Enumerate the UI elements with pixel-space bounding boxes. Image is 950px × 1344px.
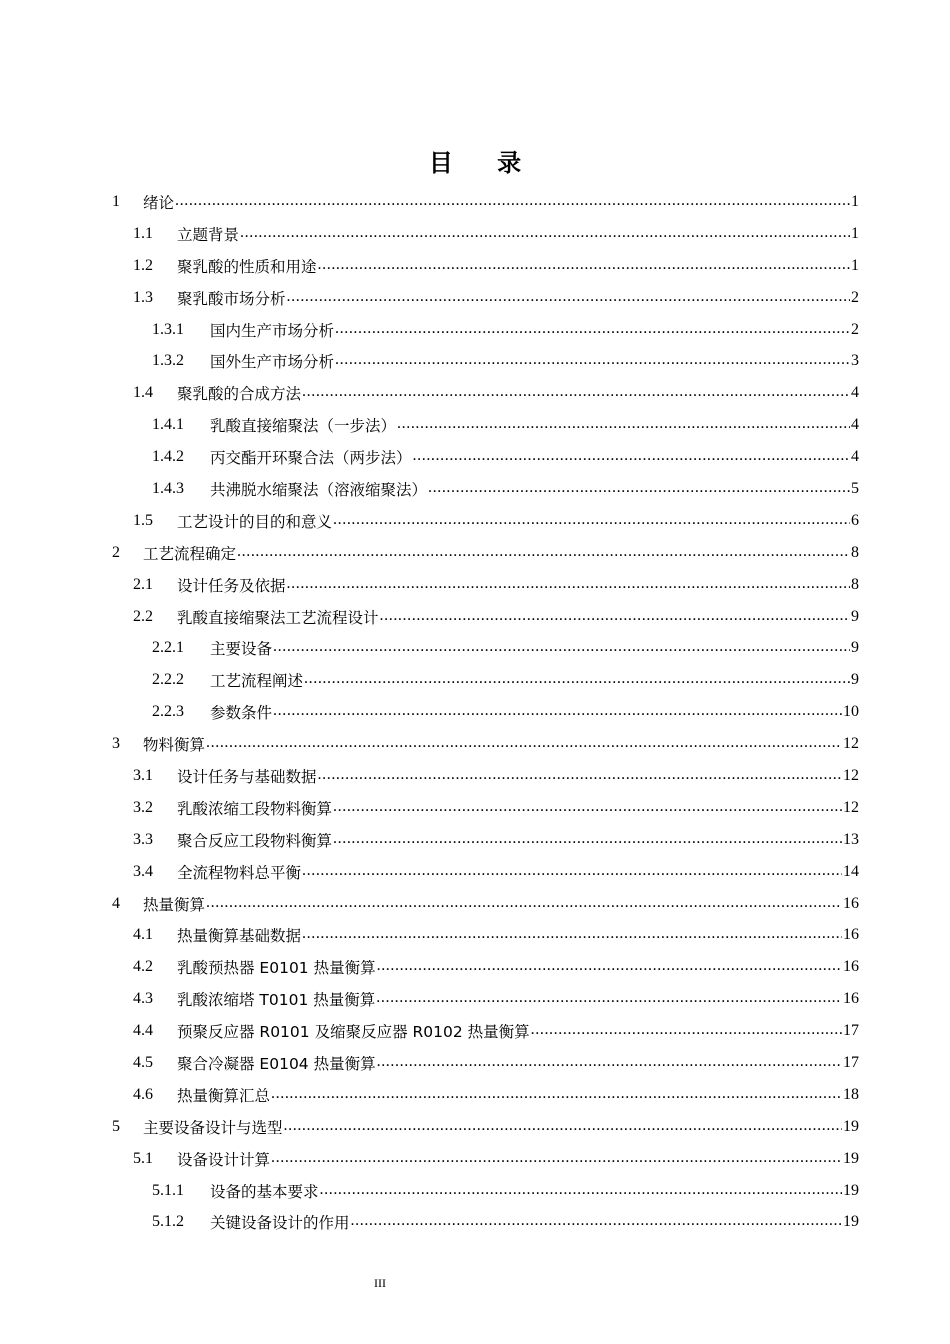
toc-entry-title: 聚乳酸的合成方法 [177, 385, 302, 404]
toc-entry[interactable] [112, 760, 859, 792]
toc-entry[interactable] [112, 218, 859, 250]
toc-entry-title: 乳酸预热器 E0101 热量衡算 [177, 959, 376, 978]
toc-dot-leader [531, 1021, 842, 1041]
toc-entry[interactable] [112, 951, 859, 983]
toc-dot-leader [335, 320, 850, 340]
toc-entry[interactable] [112, 186, 859, 218]
toc-entry-number: 1.3.2 [152, 352, 184, 370]
toc-entry-number: 2.2.3 [152, 703, 184, 721]
toc-entry-title: 工艺设计的目的和意义 [177, 512, 333, 531]
toc-entry-number: 1.4 [133, 384, 153, 402]
toc-entry-title: 聚合反应工段物料衡算 [177, 831, 333, 850]
toc-entry-page: 19 [843, 1213, 859, 1231]
toc-entry[interactable] [112, 1207, 859, 1239]
toc-entry-number: 5.1 [133, 1149, 153, 1167]
toc-entry-number: 1.4.3 [152, 479, 184, 497]
toc-entry[interactable] [112, 377, 859, 409]
toc-entry-number: 1.1 [133, 224, 153, 242]
toc-entry-number: 3 [112, 735, 120, 753]
toc-entry[interactable] [112, 728, 859, 760]
toc-dot-leader [320, 1181, 842, 1201]
toc-entry-page: 5 [851, 479, 859, 497]
toc-entry-number: 1.4.1 [152, 416, 184, 434]
toc-entry-title: 丙交酯开环聚合法（两步法） [210, 449, 412, 468]
toc-entry-page: 1 [851, 256, 859, 274]
toc-entry-title: 乳酸浓缩工段物料衡算 [177, 799, 333, 818]
toc-entry[interactable] [112, 856, 859, 888]
toc-entry-title: 设计任务与基础数据 [177, 767, 317, 786]
toc-entry-title: 聚合冷凝器 E0104 热量衡算 [177, 1054, 376, 1073]
toc-entry-page: 16 [843, 990, 859, 1008]
toc-entry-number: 3.2 [133, 798, 153, 816]
toc-entry-page: 4 [851, 416, 859, 434]
toc-dot-leader [376, 989, 842, 1009]
toc-entry-number: 4 [112, 894, 120, 912]
toc-entry[interactable] [112, 1015, 859, 1047]
toc-entry-title: 工艺流程阐述 [210, 672, 304, 691]
page-title: 目 录 [428, 149, 540, 177]
toc-dot-leader [302, 383, 850, 403]
toc-entry-number: 1.3 [133, 288, 153, 306]
toc-entry-number: 3.3 [133, 830, 153, 848]
toc-entry-title: 关键设备设计的作用 [210, 1214, 350, 1233]
toc-entry-page: 9 [851, 607, 859, 625]
toc-dot-leader [318, 766, 842, 786]
toc-entry-number: 2.2.2 [152, 671, 184, 689]
toc-entry[interactable] [112, 983, 859, 1015]
toc-entry[interactable] [112, 888, 859, 920]
toc-dot-leader [284, 1117, 842, 1137]
toc-entry-page: 9 [851, 671, 859, 689]
toc-dot-leader [302, 862, 842, 882]
toc-entry-page: 19 [843, 1181, 859, 1199]
toc-dot-leader [333, 511, 850, 531]
toc-entry-page: 1 [851, 224, 859, 242]
toc-entry-number: 4.2 [133, 958, 153, 976]
toc-dot-leader [335, 351, 850, 371]
toc-entry-number: 5.1.1 [152, 1181, 184, 1199]
toc-entry-number: 2 [112, 543, 120, 561]
toc-entry-page: 16 [843, 894, 859, 912]
toc-entry-title: 热量衡算基础数据 [177, 927, 302, 946]
toc-entry[interactable] [112, 250, 859, 282]
toc-entry-number: 5 [112, 1117, 120, 1135]
toc-entry[interactable] [112, 1143, 859, 1175]
toc-entry-page: 10 [843, 703, 859, 721]
toc-entry[interactable] [112, 1079, 859, 1111]
toc-dot-leader [318, 256, 850, 276]
toc-entry-page: 2 [851, 320, 859, 338]
toc-entry[interactable] [112, 601, 859, 633]
toc-entry[interactable] [112, 696, 859, 728]
toc-dot-leader [273, 702, 842, 722]
toc-entry-page: 4 [851, 448, 859, 466]
page-number-footer: III [374, 1276, 386, 1290]
toc-entry-number: 4.5 [133, 1053, 153, 1071]
toc-entry[interactable] [112, 792, 859, 824]
toc-entry-title: 热量衡算 [143, 895, 206, 914]
toc-entry[interactable] [112, 314, 859, 346]
toc-dot-leader [351, 1212, 842, 1232]
toc-entry-page: 8 [851, 575, 859, 593]
toc-entry-page: 8 [851, 543, 859, 561]
toc-dot-leader [304, 670, 850, 690]
toc-dot-leader [206, 734, 842, 754]
toc-entry-number: 4.3 [133, 990, 153, 1008]
toc-entry-title: 物料衡算 [143, 736, 206, 755]
toc-entry-page: 4 [851, 384, 859, 402]
toc-entry-title: 全流程物料总平衡 [177, 863, 302, 882]
toc-entry[interactable] [112, 1175, 859, 1207]
toc-dot-leader [333, 798, 842, 818]
toc-entry-number: 3.4 [133, 862, 153, 880]
toc-entry-page: 18 [843, 1085, 859, 1103]
toc-entry-page: 13 [843, 830, 859, 848]
toc-entry[interactable] [112, 473, 859, 505]
table-of-contents [112, 186, 859, 1238]
toc-entry[interactable] [112, 569, 859, 601]
toc-dot-leader [237, 543, 850, 563]
toc-entry-title: 聚乳酸的性质和用途 [177, 257, 317, 276]
toc-entry-page: 2 [851, 288, 859, 306]
toc-dot-leader [397, 415, 850, 435]
toc-dot-leader [175, 192, 850, 212]
toc-entry-page: 16 [843, 958, 859, 976]
toc-entry-title: 主要设备 [210, 640, 273, 659]
toc-entry[interactable] [112, 632, 859, 664]
toc-entry-number: 1.2 [133, 256, 153, 274]
toc-entry-number: 2.1 [133, 575, 153, 593]
toc-dot-leader [428, 479, 850, 499]
toc-entry-title: 参数条件 [210, 704, 273, 723]
toc-dot-leader [413, 447, 850, 467]
toc-entry[interactable] [112, 282, 859, 314]
toc-entry-number: 1 [112, 192, 120, 210]
toc-dot-leader [240, 224, 850, 244]
toc-entry-title: 热量衡算汇总 [177, 1086, 271, 1105]
toc-entry-title: 立题背景 [177, 225, 240, 244]
toc-entry-page: 16 [843, 926, 859, 944]
toc-entry-number: 2.2 [133, 607, 153, 625]
toc-entry[interactable] [112, 537, 859, 569]
toc-entry-page: 9 [851, 639, 859, 657]
toc-entry-page: 12 [843, 735, 859, 753]
toc-entry-title: 国外生产市场分析 [210, 353, 335, 372]
toc-entry-title: 主要设备设计与选型 [143, 1118, 283, 1137]
toc-entry-page: 17 [843, 1022, 859, 1040]
toc-entry-page: 17 [843, 1053, 859, 1071]
toc-entry-number: 5.1.2 [152, 1213, 184, 1231]
toc-entry-number: 4.6 [133, 1085, 153, 1103]
toc-entry-page: 19 [843, 1117, 859, 1135]
toc-entry-title: 乳酸直接缩聚法（一步法） [210, 417, 397, 436]
toc-entry-number: 1.5 [133, 511, 153, 529]
toc-entry-title: 国内生产市场分析 [210, 321, 335, 340]
toc-entry[interactable] [112, 1047, 859, 1079]
toc-dot-leader [302, 925, 842, 945]
toc-entry-page: 3 [851, 352, 859, 370]
toc-entry-page: 1 [851, 192, 859, 210]
toc-dot-leader [380, 607, 850, 627]
toc-entry[interactable] [112, 441, 859, 473]
toc-entry-number: 4.4 [133, 1022, 153, 1040]
toc-entry[interactable] [112, 664, 859, 696]
toc-dot-leader [287, 575, 850, 595]
toc-entry-title: 聚乳酸市场分析 [177, 289, 286, 308]
toc-entry-number: 1.3.1 [152, 320, 184, 338]
toc-entry-number: 3.1 [133, 766, 153, 784]
toc-entry-title: 乳酸浓缩塔 T0101 热量衡算 [177, 991, 376, 1010]
toc-entry-page: 14 [843, 862, 859, 880]
toc-entry[interactable] [112, 1111, 859, 1143]
toc-entry-page: 19 [843, 1149, 859, 1167]
toc-dot-leader [333, 830, 842, 850]
toc-entry-number: 1.4.2 [152, 448, 184, 466]
toc-entry[interactable] [112, 345, 859, 377]
toc-entry-title: 共沸脱水缩聚法（溶液缩聚法） [210, 480, 428, 499]
toc-dot-leader [271, 1149, 842, 1169]
toc-entry-page: 12 [843, 766, 859, 784]
toc-entry-number: 4.1 [133, 926, 153, 944]
toc-entry-title: 乳酸直接缩聚法工艺流程设计 [177, 608, 379, 627]
toc-entry-title: 设计任务及依据 [177, 576, 286, 595]
toc-entry-title: 设备设计计算 [177, 1150, 271, 1169]
toc-dot-leader [377, 957, 842, 977]
toc-entry-number: 2.2.1 [152, 639, 184, 657]
toc-dot-leader [273, 638, 850, 658]
toc-entry-page: 6 [851, 511, 859, 529]
toc-dot-leader [271, 1085, 842, 1105]
toc-entry[interactable] [112, 505, 859, 537]
toc-entry-title: 设备的基本要求 [210, 1182, 319, 1201]
toc-entry[interactable] [112, 824, 859, 856]
toc-dot-leader [287, 288, 850, 308]
toc-entry-title: 绪论 [143, 193, 175, 212]
toc-dot-leader [206, 894, 842, 914]
toc-entry-title: 预聚反应器 R0101 及缩聚反应器 R0102 热量衡算 [177, 1023, 530, 1042]
toc-entry[interactable] [112, 409, 859, 441]
toc-entry[interactable] [112, 919, 859, 951]
toc-entry-title: 工艺流程确定 [143, 544, 237, 563]
toc-dot-leader [377, 1053, 842, 1073]
toc-entry-page: 12 [843, 798, 859, 816]
